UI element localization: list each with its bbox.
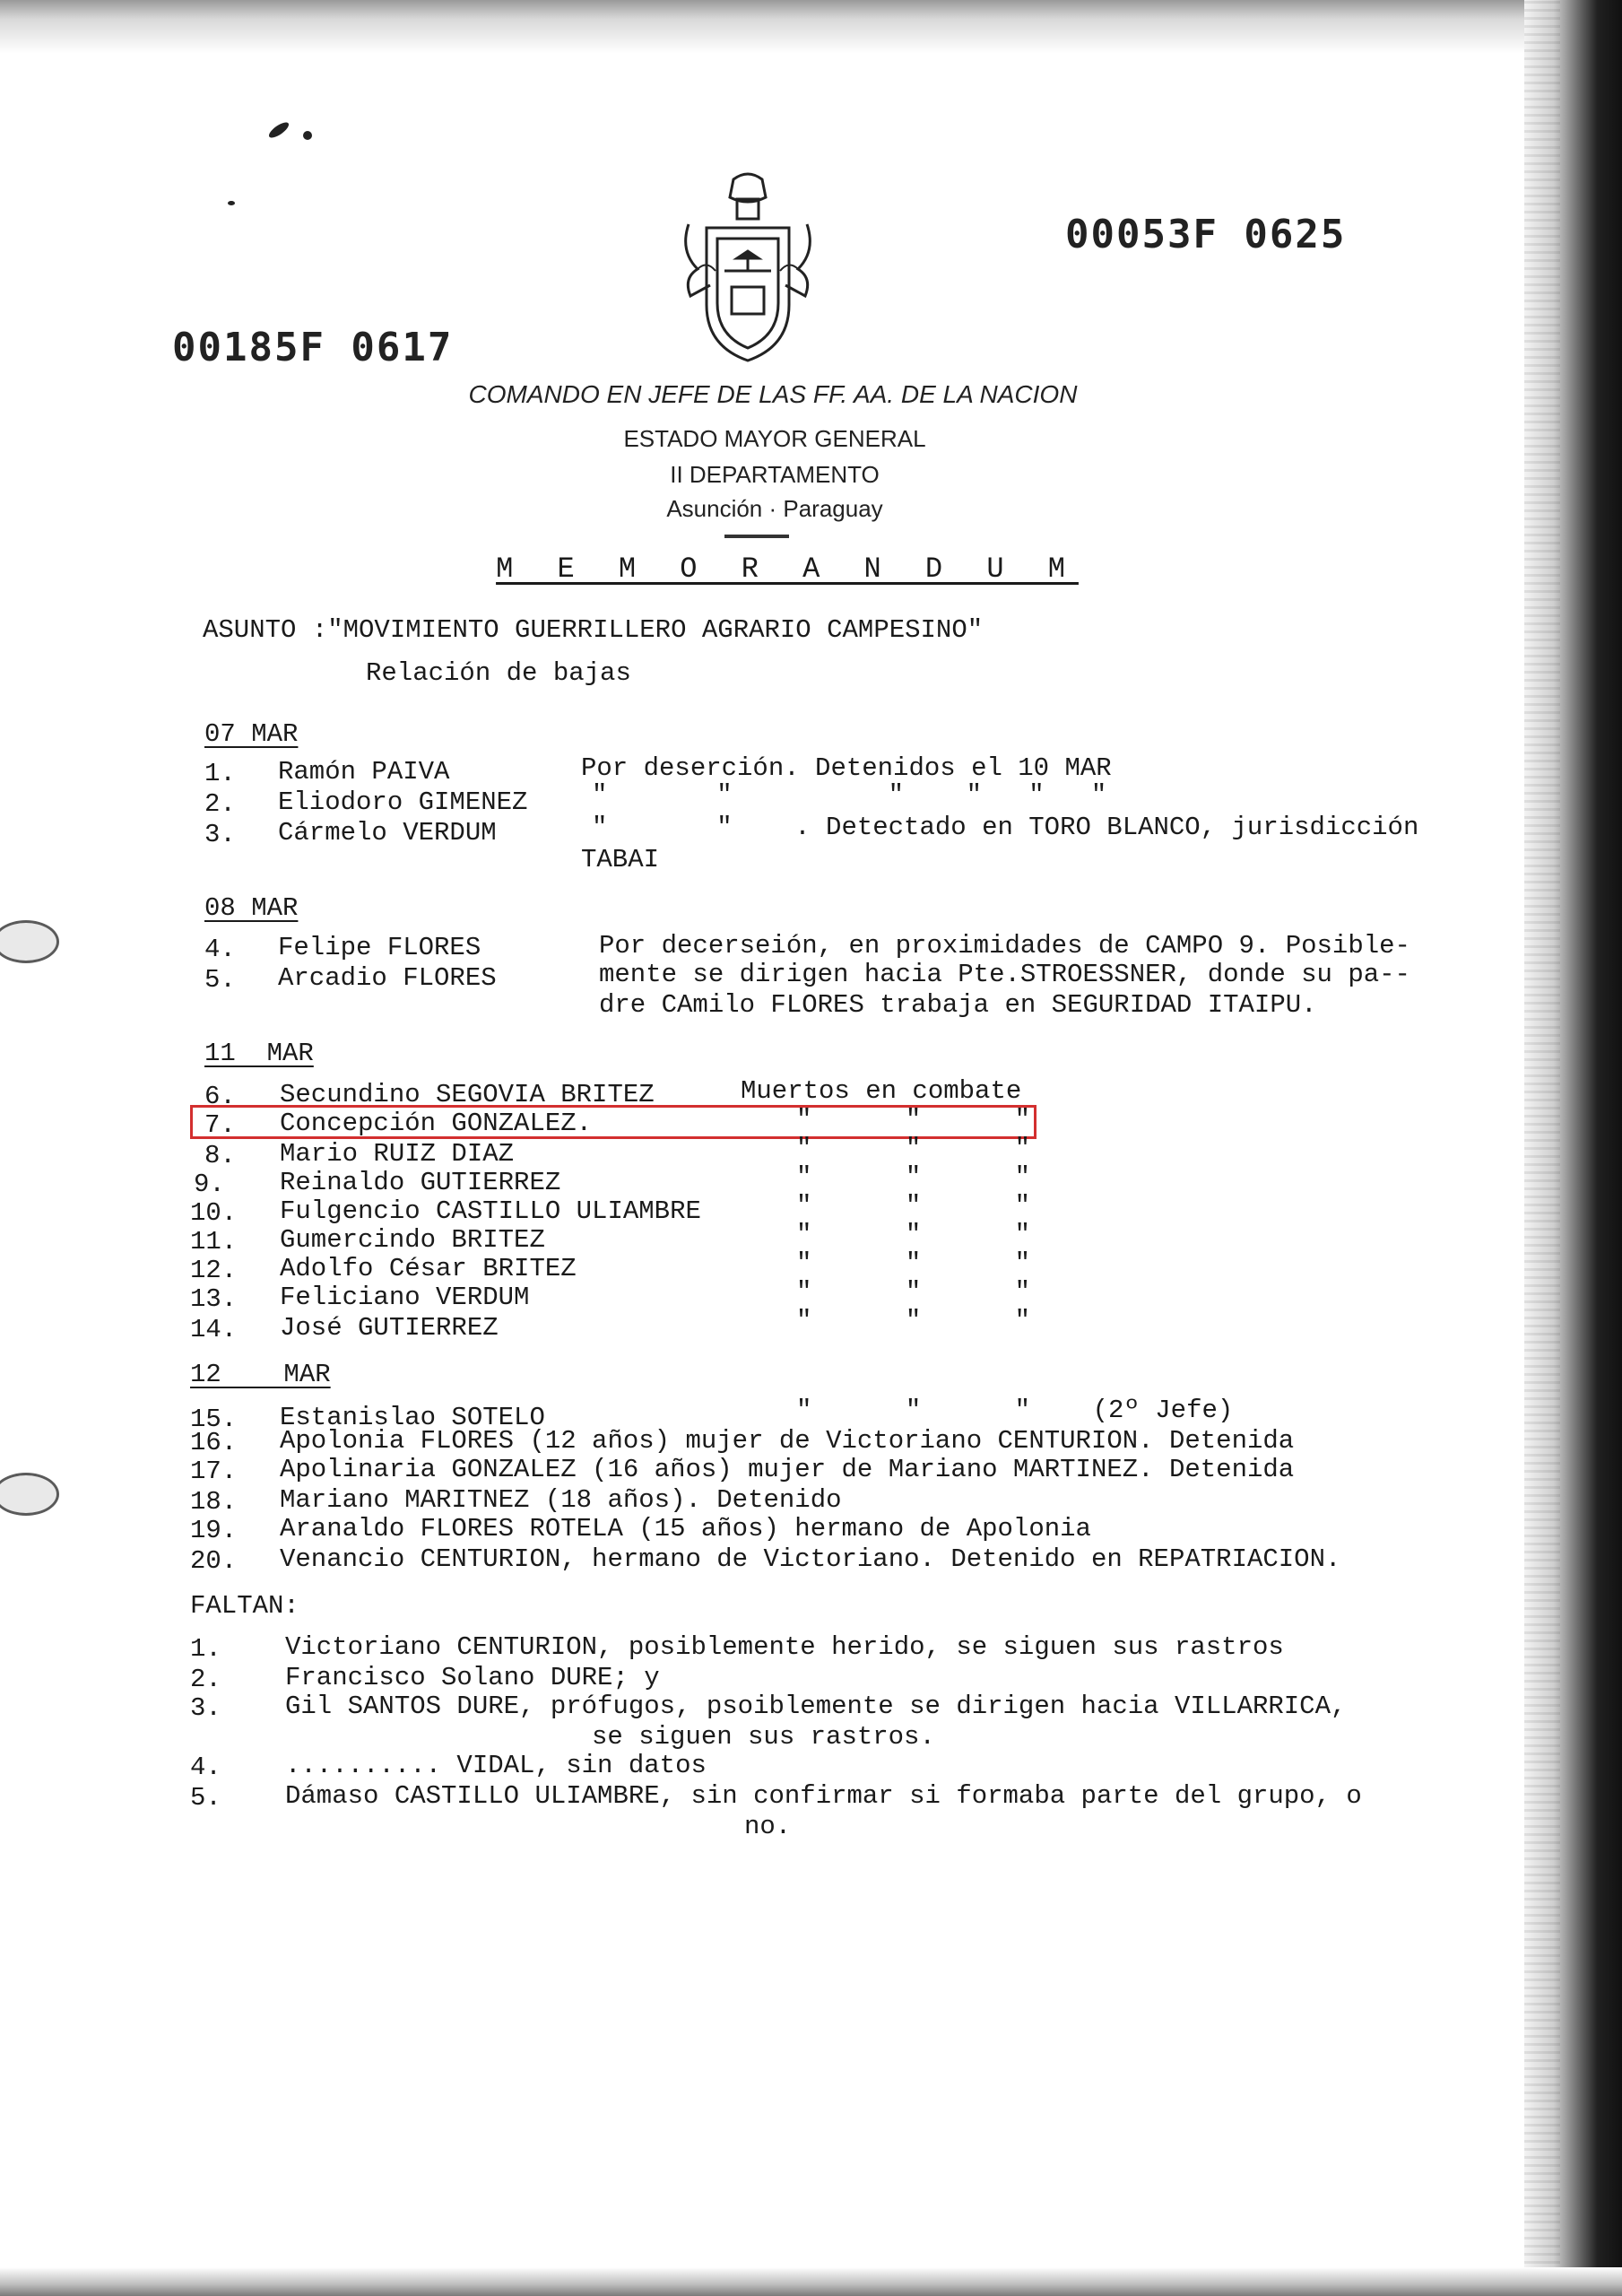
entry-note: Por deserción. Detenidos el 10 MAR xyxy=(581,753,1112,783)
entry-note: mente se dirigen hacia Pte.STROESSNER, donde su pa-- xyxy=(599,960,1410,989)
ink-mark-3 xyxy=(228,201,235,205)
entry-name: José GUTIERREZ xyxy=(280,1313,499,1343)
memo-title: M E M O R A N D U M xyxy=(496,552,1079,586)
entry-text: Aranaldo FLORES ROTELA (15 años) hermano de Apolonia xyxy=(280,1514,1091,1544)
ditto-marks: " " " xyxy=(796,1105,1031,1135)
entry-name: Ramón PAIVA xyxy=(278,757,450,787)
entry-number: 16. xyxy=(190,1428,238,1457)
scan-edge-top xyxy=(0,0,1524,54)
missing-number: 2. xyxy=(190,1665,221,1694)
ditto-marks: " " " xyxy=(796,1306,1031,1335)
section-date-07-mar: 07 MAR xyxy=(204,719,299,749)
entry-name: Cármelo VERDUM xyxy=(278,818,497,848)
punch-hole-lower xyxy=(0,1473,59,1516)
staff-heading: ESTADO MAYOR GENERAL xyxy=(623,425,926,452)
entry-text: Apolinaria GONZALEZ (16 años) mujer de Mariano MARTINEZ. Detenida xyxy=(280,1455,1295,1484)
entry-number: 11. xyxy=(190,1227,238,1257)
subject-subtitle: Relación de bajas xyxy=(366,658,631,688)
entry-name: Arcadio FLORES xyxy=(278,963,497,993)
entry-number: 19. xyxy=(190,1516,238,1545)
entry-text: Apolonia FLORES (12 años) mujer de Victoriano CENTURION. Detenida xyxy=(280,1426,1295,1456)
serial-number-left: 00185F 0617 xyxy=(172,325,454,370)
subject-line: ASUNTO :"MOVIMIENTO GUERRILLERO AGRARIO CAMPESINO" xyxy=(203,615,984,645)
entry-number: 9. xyxy=(194,1170,225,1199)
missing-number: 5. xyxy=(190,1783,221,1813)
ditto-marks: " " " xyxy=(796,1277,1031,1307)
command-heading: COMANDO EN JEFE DE LAS FF. AA. DE LA NACION xyxy=(468,380,1078,408)
coat-of-arms-icon xyxy=(671,170,825,368)
entry-name: Eliodoro GIMENEZ xyxy=(278,787,528,817)
missing-number: 3. xyxy=(190,1693,221,1723)
entry-number: 8. xyxy=(204,1141,236,1170)
entry-name: Fulgencio CASTILLO ULIAMBRE xyxy=(280,1196,701,1226)
ditto-marks: " " " xyxy=(796,1191,1031,1221)
serial-number-top: 00053F 0625 xyxy=(1065,212,1347,257)
missing-text: Francisco Solano DURE; y xyxy=(285,1663,660,1692)
ditto-marks: " " " xyxy=(796,1134,1031,1163)
entry-note: " " " (2º Jefe) xyxy=(796,1396,1234,1425)
entry-number: 12. xyxy=(190,1256,238,1285)
entry-number: 1. xyxy=(204,759,236,788)
entry-number: 4. xyxy=(204,935,236,964)
scan-edge-bottom xyxy=(0,2267,1622,2296)
entry-name: Mario RUIZ DIAZ xyxy=(280,1139,515,1169)
section-date-11-mar: 11 MAR xyxy=(204,1039,314,1068)
entry-note: Muertos en combate xyxy=(741,1076,1022,1106)
entry-number: 20. xyxy=(190,1546,238,1576)
entry-name: Estanislao SOTELO xyxy=(280,1403,545,1432)
entry-name: Adolfo César BRITEZ xyxy=(280,1254,577,1283)
ditto-marks: " " " xyxy=(796,1162,1031,1192)
scan-edge-right xyxy=(1524,0,1622,2296)
entry-number: 13. xyxy=(190,1284,238,1314)
entry-note: Por decerseión, en proximidades de CAMPO 9. Posible- xyxy=(599,931,1410,961)
entry-name: Feliciano VERDUM xyxy=(280,1283,530,1312)
entry-number: 15. xyxy=(190,1405,238,1434)
city-heading: Asunción · Paraguay xyxy=(666,495,883,522)
department-heading: II DEPARTAMENTO xyxy=(670,461,880,488)
entry-name: Gumercindo BRITEZ xyxy=(280,1225,545,1255)
entry-number: 14. xyxy=(190,1315,238,1344)
missing-text-continued: no. xyxy=(744,1812,792,1841)
entry-note: " " " " " " xyxy=(592,780,1107,810)
missing-text: Victoriano CENTURION, posiblemente herido, se siguen sus rastros xyxy=(285,1632,1284,1662)
entry-number: 2. xyxy=(204,789,236,819)
entry-number: 7. xyxy=(204,1110,236,1140)
entry-name: Felipe FLORES xyxy=(278,933,481,962)
missing-text-continued: se siguen sus rastros. xyxy=(592,1722,935,1752)
header-rule xyxy=(724,535,789,538)
entry-note-continued: dre CAmilo FLORES trabaja en SEGURIDAD ITAIPU. xyxy=(599,990,1317,1020)
entry-number: 10. xyxy=(190,1198,238,1228)
ditto-marks: " " " xyxy=(796,1220,1031,1249)
entry-note-continued: TABAI xyxy=(581,845,660,874)
entry-number: 3. xyxy=(204,820,236,849)
entry-name: Secundino SEGOVIA BRITEZ xyxy=(280,1080,655,1109)
entry-text: Venancio CENTURION, hermano de Victoriano. Detenido en REPATRIACION. xyxy=(280,1544,1341,1574)
punch-hole-upper xyxy=(0,920,59,963)
section-date-08-mar: 08 MAR xyxy=(204,893,299,923)
missing-text: .......... VIDAL, sin datos xyxy=(285,1751,707,1780)
entry-text: Mariano MARITNEZ (18 años). Detenido xyxy=(280,1485,842,1515)
ditto-marks: " " " xyxy=(796,1248,1031,1278)
entry-number: 17. xyxy=(190,1457,238,1486)
entry-name: Concepción GONZALEZ. xyxy=(280,1109,593,1138)
missing-number: 4. xyxy=(190,1752,221,1782)
missing-text: Gil SANTOS DURE, prófugos, psoiblemente se dirigen hacia VILLARRICA, xyxy=(285,1692,1347,1721)
missing-number: 1. xyxy=(190,1634,221,1664)
ink-mark-2 xyxy=(303,131,312,140)
section-date-12-mar: 12 MAR xyxy=(190,1360,331,1389)
entry-number: 6. xyxy=(204,1082,236,1111)
entry-number: 18. xyxy=(190,1487,238,1517)
entry-name: Reinaldo GUTIERREZ xyxy=(280,1168,561,1197)
entry-number: 5. xyxy=(204,965,236,995)
ink-mark xyxy=(266,119,291,140)
section-missing: FALTAN: xyxy=(190,1591,299,1621)
entry-note: " " . Detectado en TORO BLANCO, jurisdicción xyxy=(592,813,1419,842)
missing-text: Dámaso CASTILLO ULIAMBRE, sin confirmar si formaba parte del grupo, o xyxy=(285,1781,1362,1811)
